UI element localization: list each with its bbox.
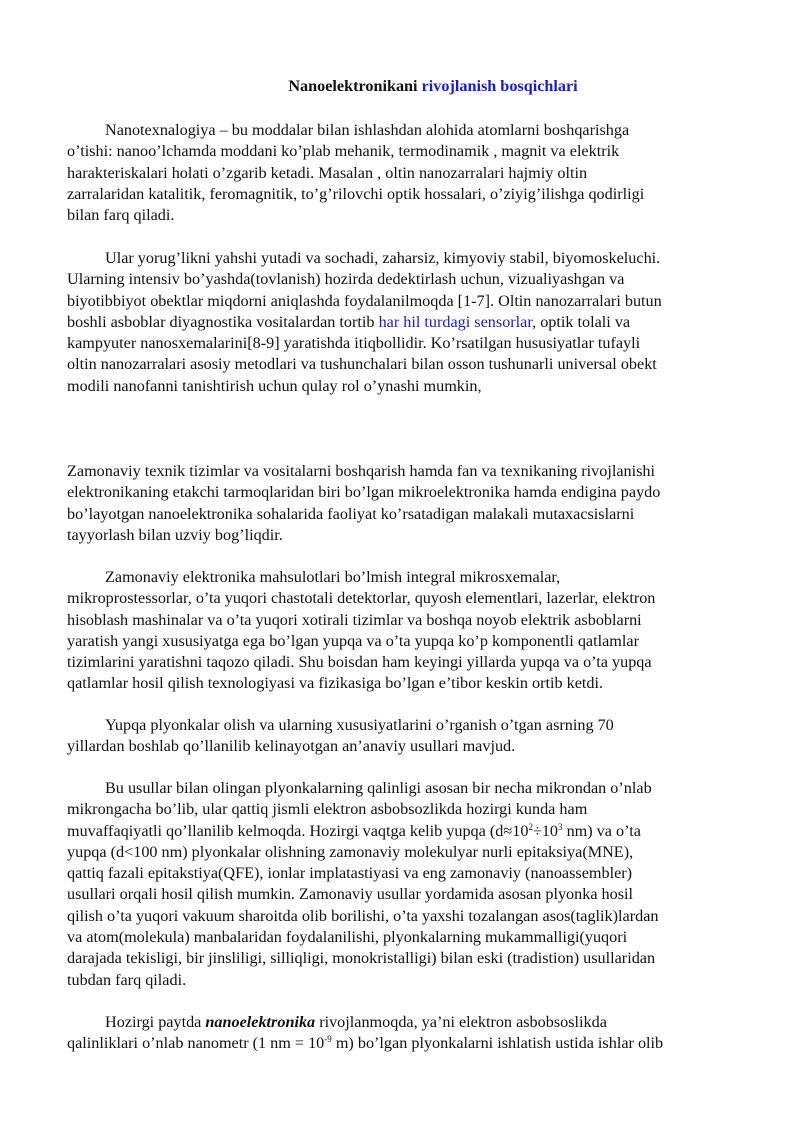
text-span: nm) va o’ta bbox=[562, 821, 641, 840]
paragraph-line: Yupqa plyonkalar olish va ularning xususiyatlarini o’rganish o’tgan asrning 70 bbox=[105, 716, 614, 734]
paragraph-line: tubdan farq qiladi. bbox=[67, 970, 187, 989]
paragraph-4 bbox=[67, 567, 767, 695]
paragraph-line: Zamonaviy texnik tizimlar va vositalarni boshqarish hamda fan va texnikaning rivojlanishi bbox=[67, 462, 655, 480]
paragraph-line: modili nanofanni tanishtirish uchun qulay rol o’ynashi mumkin, bbox=[67, 376, 482, 395]
paragraph-7 bbox=[67, 1012, 767, 1055]
paragraph-line: hisoblash mashinalar va o’ta yuqori xotirali tizimlar va boshqa noyob elektrik asboblarni bbox=[67, 610, 642, 629]
paragraph-line: mikroprostessorlar, o’ta yuqori chastotali detektorlar, quyosh elementlari, lazerlar, elektron bbox=[67, 589, 656, 608]
paragraph-line: tayyorlash bilan uzviy bog’liqdir. bbox=[67, 525, 283, 544]
paragraph-line bbox=[67, 312, 767, 333]
paragraph-6 bbox=[67, 778, 767, 991]
paragraph-line bbox=[67, 821, 767, 842]
paragraph-line: qattiq fazali epitakstiya(QFE), ionlar implatastiyasi va eng zamonaviy (nanoassembler) bbox=[67, 864, 633, 883]
paragraph-line: elektronikaning etakchi tarmoqlaridan biri bo’lgan mikroelektronika hamda endigina paydo bbox=[67, 483, 661, 502]
title-part-1: Nanoelektronikani bbox=[288, 77, 422, 95]
paragraph-line: Nanotexnalogiya – bu moddalar bilan ishlashdan alohida atomlarni boshqarishga bbox=[105, 121, 630, 139]
superscript: 3 bbox=[558, 821, 563, 832]
text-span: Hozirgi paytda bbox=[105, 1013, 206, 1031]
paragraph-line: Zamonaviy elektronika mahsulotlari bo’lmish integral mikrosxemalar, bbox=[105, 568, 561, 586]
page-title bbox=[0, 76, 800, 97]
paragraph-1 bbox=[67, 120, 767, 226]
paragraph-line: Ular yorug’likni yahshi yutadi va sochadi, zaharsiz, kimyoviy stabil, biyomoskeluchi. bbox=[105, 249, 661, 267]
paragraph-line: o’tishi: nanoo’lchamda moddani ko’plab mehanik, termodinamik , magnit va elektrik bbox=[67, 142, 620, 161]
paragraph-line: yillardan boshlab qo’llanilib kelinayotgan an’anaviy usullari mavjud. bbox=[67, 737, 516, 756]
paragraph-line bbox=[67, 1033, 767, 1054]
text-span: , optik tolali va bbox=[532, 312, 631, 331]
text-span: m) bo’lgan plyonkalarni ishlatish ustida ishlar olib bbox=[331, 1034, 664, 1053]
paragraph-line: kampyuter nanosxemalarini[8-9] yaratishda itiqbollidir. Ko’rsatilgan hususiyatlar tufayli bbox=[67, 334, 641, 353]
paragraph-line: Bu usullar bilan olingan plyonkalarning qalinligi asosan bir necha mikrondan o’nlab bbox=[105, 779, 652, 797]
paragraph-line: usullari orqali hosil qilish mumkin. Zamonaviy usullar yordamida asosan plyonka hosil bbox=[67, 885, 634, 904]
paragraph-line: darajada tekisligi, bir jinsliligi, silliqligi, monokristalligi) bilan eski (tradistion) usullaridan bbox=[67, 949, 656, 968]
paragraph-line: zarralaridan katalitik, feromagnitik, to’g’rilovchi optik hossalari, o’ziyig’ilishga qodirligi bbox=[67, 184, 645, 203]
paragraph-5 bbox=[67, 715, 767, 758]
text-span: qalinliklari o’nlab nanometr (1 nm = 10 bbox=[67, 1034, 325, 1053]
paragraph-line bbox=[67, 1012, 767, 1033]
title-link[interactable]: rivojlanish bosqichlari bbox=[421, 77, 578, 95]
paragraph-3 bbox=[67, 461, 767, 546]
paragraph-2 bbox=[67, 248, 767, 397]
superscript: 2 bbox=[528, 821, 533, 832]
paragraph-line: oltin nanozarralari asosiy metodlari va tushunchalari bilan osson tushunarli universal obekt bbox=[67, 355, 657, 374]
paragraph-line: yaratish yangi xususiyatga ega bo’lgan yupqa va o’ta yupqa ko’p komponentli qatlamlar bbox=[67, 631, 639, 650]
paragraph-line: qatlamlar hosil qilish texnologiyasi va fizikasiga bo’lgan e’tibor keskin ortib ketdi. bbox=[67, 674, 604, 693]
sensors-link[interactable]: har hil turdagi sensorlar bbox=[378, 312, 533, 331]
paragraph-line: yupqa (d<100 nm) plyonkalar olishning zamonaviy molekulyar nurli epitaksiya(MNE), bbox=[67, 842, 634, 861]
emphasis-term: nanoelektronika bbox=[205, 1013, 316, 1031]
paragraph-line: tizimlarini yaratishni taqozo qiladi. Shu boisdan ham keyingi yillarda yupqa va o’ta yupqa bbox=[67, 653, 652, 672]
paragraph-line: bilan farq qiladi. bbox=[67, 206, 175, 225]
paragraph-line: Ularning intensiv bo’yashda(tovlanish) hozirda dedektirlash uchun, vizualiyashgan va bbox=[67, 270, 625, 289]
paragraph-line: biyotibbiyot obektlar miqdorni aniqlashda foydalanilmoqda [1-7]. Oltin nanozarralari butun bbox=[67, 291, 662, 310]
paragraph-line: harakteriskalari holati o’zgarib ketadi. Masalan , oltin nanozarralari hajmiy oltin bbox=[67, 163, 588, 182]
paragraph-line: mikrongacha bo’lib, ular qattiq jismli elektron asbobsozlikda hozirgi kunda ham bbox=[67, 800, 588, 819]
paragraph-line: va atom(molekula) manbalaridan foydalanilishi, plyonkalarning mukammalligi(yuqori bbox=[67, 928, 628, 947]
paragraph-line: qilish o’ta yuqori vakuum sharoitda olib borilishi, o’ta yaxshi tozalangan asos(taglik)lardan bbox=[67, 906, 659, 925]
text-span: muvaffaqiyatli qo’llanilib kelmoqda. Hozirgi vaqtga kelib yupqa (d≈10 bbox=[67, 821, 529, 840]
text-span: ÷10 bbox=[532, 821, 559, 840]
paragraph-line: bo’layotgan nanoelektronika sohalarida faoliyat ko’rsatadigan malakali mutaxacsislarni bbox=[67, 504, 635, 523]
text-span: boshli asboblar diyagnostika vositalardan tortib bbox=[67, 312, 379, 331]
text-span: rivojlanmoqda, ya’ni elektron asbobsoslikda bbox=[315, 1013, 607, 1031]
superscript: -9 bbox=[324, 1034, 332, 1045]
